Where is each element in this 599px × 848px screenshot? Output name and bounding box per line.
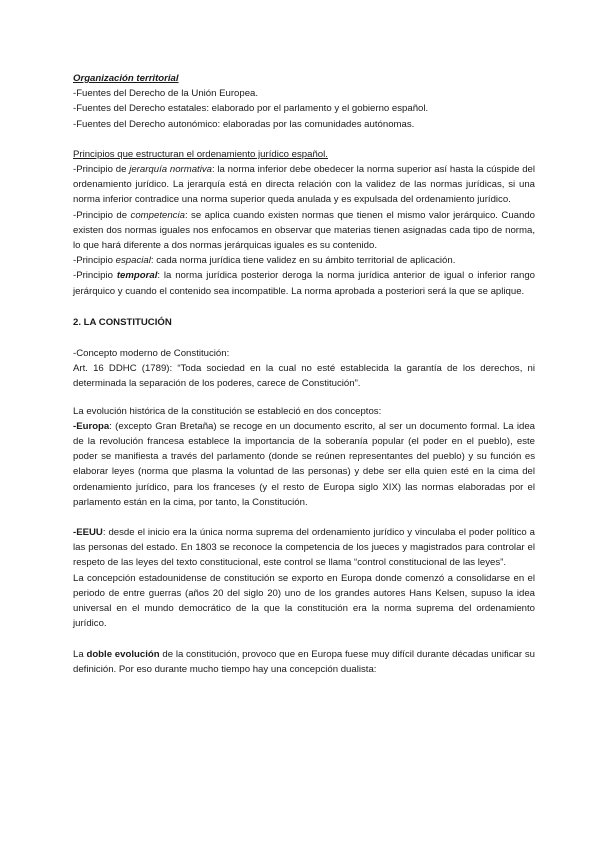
document-body [73,71,535,677]
org-title [73,71,535,86]
principio-espacial: -Principio espacial: cada norma jurídica tiene validez en su ámbito territorial de aplicación. [73,255,456,267]
eeuu-paragraph: -EEUU: desde el inicio era la única norma suprema del ordenamiento jurídico y vinculaba el poder político a las personas del estado. En 1803 se reconoce la competencia de los jueces y magistrados para controlar el respeto de las leyes del texto constitucional, este control se llama “control constitucional de las leyes”. [73,527,535,569]
europa-term: -Europa [73,420,110,432]
org-item-estatales: -Fuentes del Derecho estatales: elaborado por el parlamento y el gobierno español. [73,103,429,115]
concepcion-paragraph: La concepción estadounidense de constitución se exporto en Europa donde comenzó a consolidarse en el periodo de entre guerras (años 20 del siglo 20) uno de los grandes autores Hans Kelsen, supuso la idea universal en el mundo democrático de la que la constitución era la norma suprema del ordenamiento jurídico. [73,572,535,630]
principio-temporal: -Principio temporal: la norma jurídica posterior deroga la norma jurídica anterior de igual o inferior rango jerárquico y cuando el contenido sea incompatible. La norma aprobada a posteriori será la que se aplique. [73,270,535,297]
org-item-eu: -Fuentes del Derecho de la Unión Europea. [73,88,259,100]
principios-title: Principios que estructuran el ordenamiento jurídico español. [73,148,328,160]
org-item-autonomico: -Fuentes del Derecho autonómico: elaboradas por las comunidades autónomas. [73,118,415,130]
art16-quote: Art. 16 DDHC (1789): “Toda sociedad en la cual no esté establecida la garantía de los derechos, ni determinada la separación de los poderes, carece de Constitución”. [73,363,535,390]
concepto-moderno: -Concepto moderno de Constitución: [73,348,230,360]
section-heading-constitucion: 2. LA CONSTITUCIÓN [73,316,172,328]
doble-evolucion-term: doble evolución [86,648,160,660]
espacial-term: espacial [115,255,151,267]
evolucion-intro: La evolución histórica de la constitución se estableció en dos conceptos: [73,405,382,417]
jerarquia-term: jerarquía normativa [129,164,212,176]
competencia-term: competencia [130,209,185,221]
europa-paragraph: -Europa: (excepto Gran Bretaña) se recoge en un documento escrito, al ser un documento formal. La idea de la revolución francesa establece la importancia de la soberanía popular (el poder en el pueblo), este poder se manifiesta a través del parlamento (donde se reúnen representantes del pueblo) y su función es elaborar leyes (norma que plasma la voluntad de las personas) y debe ser ella quien esté en la cima del ordenamiento jurídico, para los franceses (y el resto de Europa siglo XIX) las normas elaboradas por el parlamento están en la cima, por tanto, la Constitución. [73,420,535,508]
doble-evolucion-paragraph: La doble evolución de la constitución, provoco que en Europa fuese muy difícil durante décadas unificar su definición. Por eso durante mucho tiempo hay una concepción dualista: [73,648,535,675]
principio-jerarquia: -Principio de jerarquía normativa: la norma inferior debe obedecer la norma superior así hasta la cúspide del ordenamiento jurídico. La jerarquía está en directa relación con la validez de las normas jurídicas, si una norma inferior contradice una norma superior queda anulada y es expulsada del ordenamiento jurídico. [73,164,535,206]
org-title-text: Organización territorial [73,73,179,84]
eeuu-term: -EEUU [73,527,103,539]
temporal-term: temporal [116,270,158,282]
principio-competencia: -Principio de competencia: se aplica cuando existen normas que tienen el mismo valor jerárquico. Cuando existen dos normas iguales nos enfocamos en observar que materias tienen asignadas cada tipo de norma, lo que hará diferente a dos normas jerárquicas iguales es su contenido. [73,209,535,252]
